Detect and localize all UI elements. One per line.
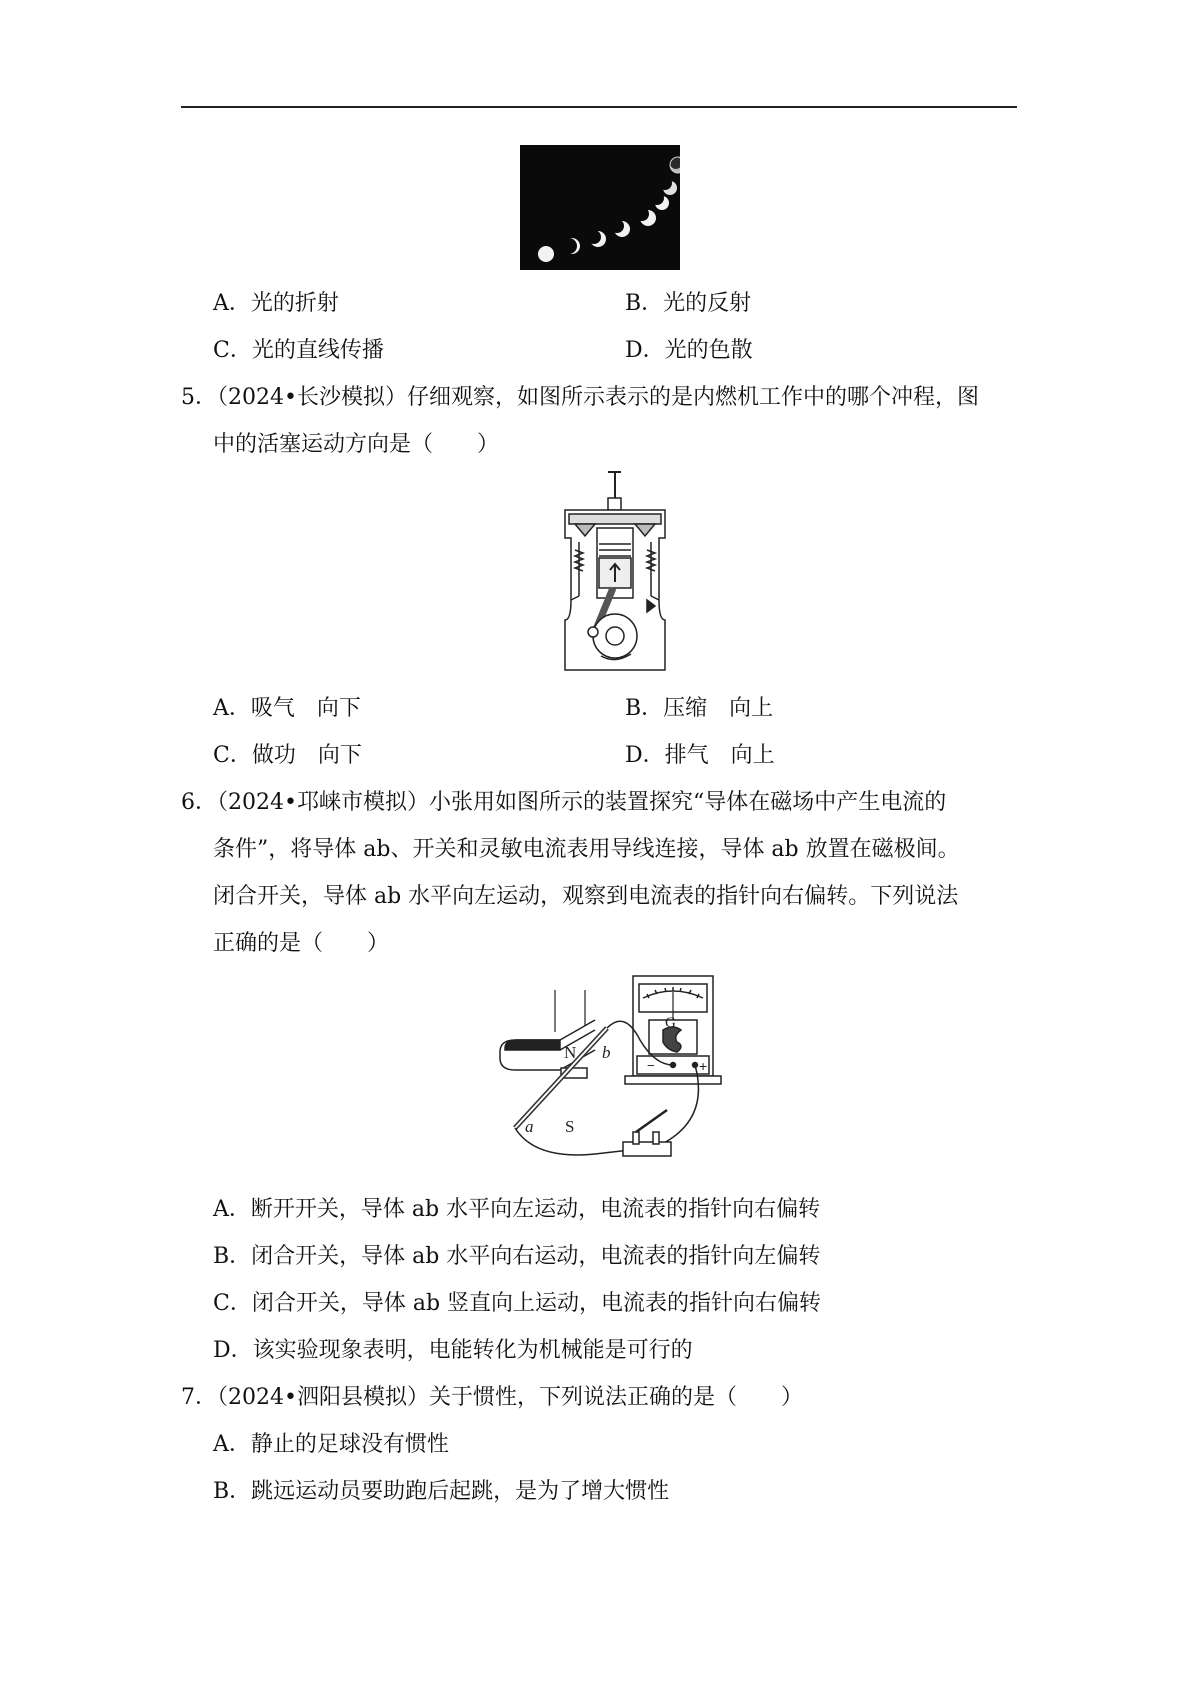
magnet-s-label: S [565, 1117, 575, 1136]
q6-option-b: B．闭合开关，导体 ab 水平向右运动，电流表的指针向左偏转 [213, 1244, 821, 1269]
q7-option-a: A．静止的足球没有惯性 [213, 1432, 449, 1457]
q6-stem-line3: 闭合开关，导体 ab 水平向左运动，观察到电流表的指针向右偏转。下列说法 [213, 884, 959, 909]
q4-option-d: D．光的色散 [625, 338, 753, 363]
q6-option-a: A．断开开关，导体 ab 水平向左运动，电流表的指针向右偏转 [213, 1197, 821, 1222]
q7-stem: 7．（2024•泗阳县模拟）关于惯性，下列说法正确的是（ ） [181, 1385, 803, 1410]
q6-stem-line4: 正确的是（ ） [213, 931, 390, 956]
engine-diagram [555, 470, 675, 680]
magnet-n-label: N [564, 1043, 577, 1062]
conductor-b-label: b [602, 1043, 611, 1062]
q4-option-a: A．光的折射 [213, 291, 339, 316]
induction-apparatus [495, 970, 735, 1175]
q5-option-b: B．压缩 向上 [625, 696, 774, 721]
galvanometer-g-label: G [665, 1015, 676, 1031]
terminal-minus-label: − [647, 1058, 655, 1073]
q5-option-c: C．做功 向下 [213, 743, 362, 768]
q5-stem-line2: 中的活塞运动方向是（ ） [213, 432, 500, 457]
q4-option-b: B．光的反射 [625, 291, 752, 316]
q6-stem-line2: 条件”，将导体 ab、开关和灵敏电流表用导线连接，导体 ab 放置在磁极间。 [213, 837, 960, 862]
q6-stem-line1: 6．（2024•邛崃市模拟）小张用如图所示的装置探究“导体在磁场中产生电流的 [181, 790, 947, 815]
q5-stem-line1: 5．（2024•长沙模拟）仔细观察，如图所示表示的是内燃机工作中的哪个冲程，图 [181, 385, 979, 410]
q6-option-c: C．闭合开关，导体 ab 竖直向上运动，电流表的指针向右偏转 [213, 1291, 822, 1316]
q7-option-b: B．跳远运动员要助跑后起跳，是为了增大惯性 [213, 1479, 670, 1504]
terminal-plus-label: + [699, 1058, 708, 1074]
q4-option-c: C．光的直线传播 [213, 338, 384, 363]
q6-option-d: D．该实验现象表明，电能转化为机械能是可行的 [213, 1338, 693, 1363]
eclipse-photo [520, 145, 680, 270]
q5-option-a: A．吸气 向下 [213, 696, 361, 721]
q5-option-d: D．排气 向上 [625, 743, 775, 768]
conductor-a-label: a [525, 1117, 534, 1136]
header-rule [181, 106, 1017, 108]
